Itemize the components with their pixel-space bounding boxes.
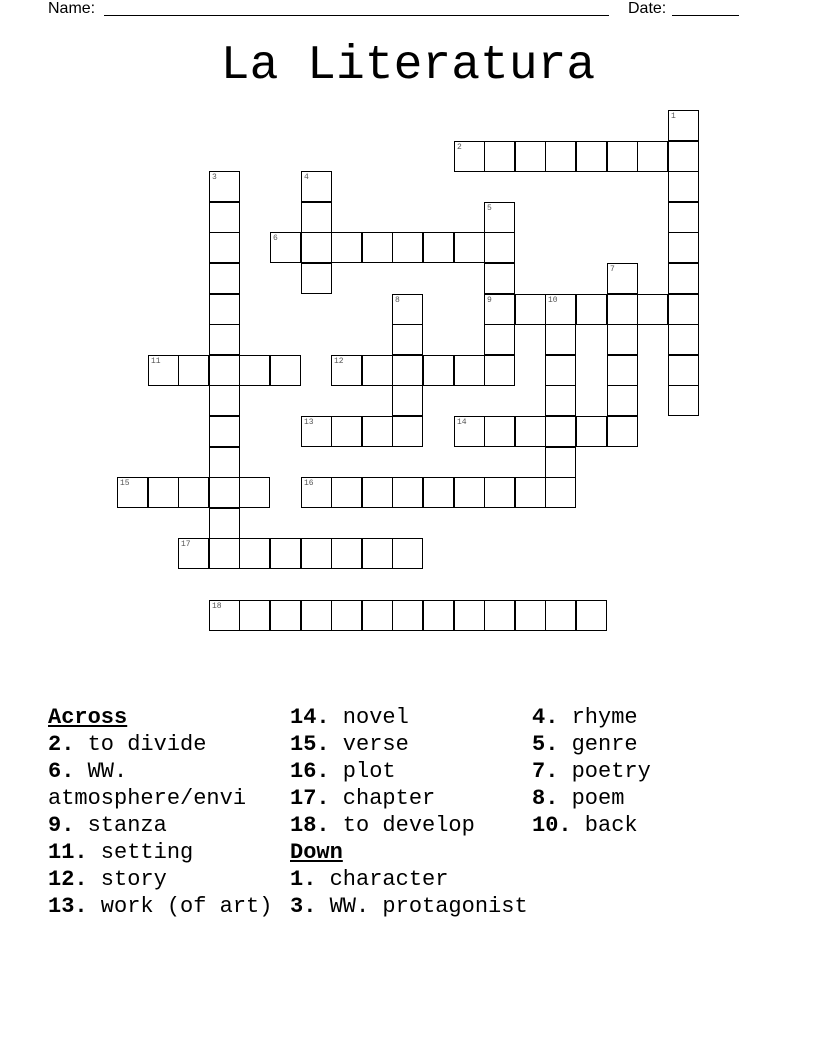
grid-cell[interactable] [209, 263, 240, 294]
grid-cell[interactable] [484, 232, 515, 263]
cell-number: 6 [273, 234, 278, 243]
grid-cell[interactable] [515, 600, 546, 631]
clue-text: back [571, 813, 638, 838]
grid-cell[interactable] [515, 141, 546, 172]
grid-cell[interactable] [607, 141, 638, 172]
grid-cell[interactable] [209, 508, 240, 539]
grid-cell[interactable] [576, 416, 607, 447]
clue-item [48, 812, 288, 839]
clue-number: 4. [532, 705, 559, 730]
grid-cell[interactable] [607, 324, 638, 355]
grid-cell[interactable] [178, 477, 209, 508]
grid-cell[interactable] [607, 416, 638, 447]
clue-number: 16. [290, 759, 330, 784]
clue-text: poetry [558, 759, 651, 784]
grid-cell[interactable] [668, 324, 699, 355]
grid-cell[interactable] [668, 171, 699, 202]
grid-cell[interactable] [576, 600, 607, 631]
grid-cell[interactable] [545, 477, 576, 508]
grid-cell[interactable] [668, 385, 699, 416]
clue-item [48, 893, 288, 920]
grid-cell[interactable] [668, 263, 699, 294]
grid-cell[interactable] [668, 110, 699, 141]
clue-item [290, 785, 532, 812]
across-heading: Across [48, 705, 128, 730]
grid-cell[interactable] [423, 600, 454, 631]
down-heading: Down [290, 840, 343, 865]
grid-cell[interactable] [178, 538, 209, 569]
grid-cell[interactable] [668, 232, 699, 263]
clue-number: 2. [48, 732, 75, 757]
clue-item [48, 839, 288, 866]
clue-text: WW. protagonist [316, 894, 528, 919]
grid-cell[interactable] [607, 385, 638, 416]
grid-cell[interactable] [209, 355, 240, 386]
clue-text: work (of art) [87, 894, 273, 919]
grid-cell[interactable] [454, 477, 485, 508]
grid-cell[interactable] [484, 141, 515, 172]
clue-text: chapter [329, 786, 436, 811]
clue-column-2 [290, 704, 532, 920]
grid-cell[interactable] [209, 294, 240, 325]
grid-cell[interactable] [484, 416, 515, 447]
cell-number: 7 [610, 265, 615, 274]
grid-cell[interactable] [668, 141, 699, 172]
grid-cell[interactable] [454, 355, 485, 386]
grid-cell[interactable] [362, 355, 393, 386]
clue-item [290, 812, 532, 839]
grid-cell[interactable] [545, 416, 576, 447]
grid-cell[interactable] [209, 538, 240, 569]
grid-cell[interactable] [454, 232, 485, 263]
grid-cell[interactable] [576, 141, 607, 172]
grid-cell[interactable] [607, 294, 638, 325]
clue-number: 17. [290, 786, 330, 811]
grid-cell[interactable] [209, 202, 240, 233]
grid-cell[interactable] [209, 477, 240, 508]
grid-cell[interactable] [607, 263, 638, 294]
grid-cell[interactable] [209, 416, 240, 447]
cell-number: 10 [548, 296, 558, 305]
clue-number: 11. [48, 840, 88, 865]
grid-cell[interactable] [454, 141, 485, 172]
clue-number: 8. [532, 786, 559, 811]
grid-cell[interactable] [301, 477, 332, 508]
grid-cell[interactable] [392, 385, 423, 416]
clue-number: 15. [290, 732, 330, 757]
grid-cell[interactable] [545, 294, 576, 325]
clue-text: to develop [329, 813, 475, 838]
clue-text: stanza [74, 813, 167, 838]
grid-cell[interactable] [239, 538, 270, 569]
clue-item [532, 704, 772, 731]
grid-cell[interactable] [454, 416, 485, 447]
clue-text: novel [329, 705, 409, 730]
cell-number: 9 [487, 296, 492, 305]
grid-cell[interactable] [331, 538, 362, 569]
grid-cell[interactable] [301, 416, 332, 447]
grid-cell[interactable] [545, 600, 576, 631]
grid-cell[interactable] [392, 600, 423, 631]
grid-cell[interactable] [239, 600, 270, 631]
grid-cell[interactable] [392, 355, 423, 386]
grid-cell[interactable] [668, 355, 699, 386]
clue-number: 12. [48, 867, 88, 892]
cell-number: 2 [457, 143, 462, 152]
clue-number: 7. [532, 759, 559, 784]
clue-item [532, 758, 772, 785]
grid-cell[interactable] [331, 355, 362, 386]
clue-item [48, 731, 288, 758]
clue-text: story [87, 867, 167, 892]
clue-item [290, 704, 532, 731]
clue-item [48, 758, 288, 812]
grid-cell[interactable] [545, 447, 576, 478]
grid-cell[interactable] [362, 600, 393, 631]
grid-cell[interactable] [270, 600, 301, 631]
grid-cell[interactable] [545, 141, 576, 172]
clue-text: rhyme [558, 705, 638, 730]
grid-cell[interactable] [392, 538, 423, 569]
cell-number: 15 [120, 479, 130, 488]
grid-cell[interactable] [301, 538, 332, 569]
grid-cell[interactable] [545, 385, 576, 416]
clue-number: 6. [48, 759, 75, 784]
clue-text: poem [558, 786, 625, 811]
grid-cell[interactable] [362, 416, 393, 447]
grid-cell[interactable] [301, 263, 332, 294]
cell-number: 13 [304, 418, 314, 427]
grid-cell[interactable] [454, 600, 485, 631]
clue-number: 18. [290, 813, 330, 838]
cell-number: 18 [212, 602, 222, 611]
grid-cell[interactable] [209, 171, 240, 202]
grid-cell[interactable] [545, 324, 576, 355]
clue-text: to divide [74, 732, 207, 757]
grid-cell[interactable] [301, 600, 332, 631]
clue-text: plot [329, 759, 396, 784]
grid-cell[interactable] [484, 202, 515, 233]
grid-cell[interactable] [392, 324, 423, 355]
grid-cell[interactable] [301, 232, 332, 263]
date-label: Date: [628, 0, 667, 17]
clue-item [290, 731, 532, 758]
grid-cell[interactable] [209, 600, 240, 631]
grid-cell[interactable] [392, 294, 423, 325]
grid-cell[interactable] [331, 600, 362, 631]
grid-cell[interactable] [331, 232, 362, 263]
clue-item [290, 893, 532, 920]
grid-cell[interactable] [239, 477, 270, 508]
grid-cell[interactable] [209, 232, 240, 263]
clue-text: verse [329, 732, 409, 757]
clue-number: 10. [532, 813, 572, 838]
grid-cell[interactable] [576, 294, 607, 325]
grid-cell[interactable] [392, 416, 423, 447]
cell-number: 16 [304, 479, 314, 488]
grid-cell[interactable] [484, 355, 515, 386]
grid-cell[interactable] [392, 477, 423, 508]
cell-number: 4 [304, 173, 309, 182]
clue-text: WW. atmosphere/envi [48, 759, 247, 811]
grid-cell[interactable] [423, 355, 454, 386]
clue-number: 9. [48, 813, 75, 838]
clue-item [290, 758, 532, 785]
grid-cell[interactable] [148, 355, 179, 386]
grid-cell[interactable] [668, 294, 699, 325]
clue-column-1 [48, 704, 288, 920]
cell-number: 5 [487, 204, 492, 213]
clue-number: 1. [290, 867, 317, 892]
grid-cell[interactable] [209, 447, 240, 478]
clue-text: genre [558, 732, 638, 757]
grid-cell[interactable] [484, 263, 515, 294]
cell-number: 1 [671, 112, 676, 121]
cell-number: 17 [181, 540, 191, 549]
clue-number: 3. [290, 894, 317, 919]
grid-cell[interactable] [515, 416, 546, 447]
grid-cell[interactable] [239, 355, 270, 386]
grid-cell[interactable] [392, 232, 423, 263]
grid-cell[interactable] [423, 232, 454, 263]
grid-cell[interactable] [637, 141, 668, 172]
grid-cell[interactable] [515, 294, 546, 325]
clue-item [48, 866, 288, 893]
cell-number: 12 [334, 357, 344, 366]
grid-cell[interactable] [117, 477, 148, 508]
grid-cell[interactable] [148, 477, 179, 508]
grid-cell[interactable] [270, 538, 301, 569]
grid-cell[interactable] [209, 324, 240, 355]
grid-cell[interactable] [209, 385, 240, 416]
name-label: Name: [48, 0, 96, 17]
clue-number: 13. [48, 894, 88, 919]
grid-cell[interactable] [484, 294, 515, 325]
grid-cell[interactable] [484, 477, 515, 508]
clue-text: setting [87, 840, 194, 865]
grid-cell[interactable] [301, 202, 332, 233]
grid-cell[interactable] [637, 294, 668, 325]
grid-cell[interactable] [545, 355, 576, 386]
grid-cell[interactable] [331, 416, 362, 447]
clue-column-3 [532, 704, 772, 839]
grid-cell[interactable] [331, 477, 362, 508]
clue-text: character [316, 867, 449, 892]
clue-item [532, 812, 772, 839]
cell-number: 14 [457, 418, 467, 427]
grid-cell[interactable] [515, 477, 546, 508]
clue-item [290, 866, 532, 893]
grid-cell[interactable] [270, 355, 301, 386]
cell-number: 8 [395, 296, 400, 305]
clue-item [532, 785, 772, 812]
grid-cell[interactable] [362, 538, 393, 569]
grid-cell[interactable] [178, 355, 209, 386]
clue-number: 5. [532, 732, 559, 757]
grid-cell[interactable] [607, 355, 638, 386]
grid-cell[interactable] [668, 202, 699, 233]
clue-item [532, 731, 772, 758]
grid-cell[interactable] [270, 232, 301, 263]
grid-cell[interactable] [423, 477, 454, 508]
page-title: La Literatura [220, 39, 596, 93]
cell-number: 11 [151, 357, 161, 366]
grid-cell[interactable] [484, 600, 515, 631]
clue-number: 14. [290, 705, 330, 730]
grid-cell[interactable] [484, 324, 515, 355]
grid-cell[interactable] [362, 232, 393, 263]
cell-number: 3 [212, 173, 217, 182]
grid-cell[interactable] [362, 477, 393, 508]
grid-cell[interactable] [301, 171, 332, 202]
